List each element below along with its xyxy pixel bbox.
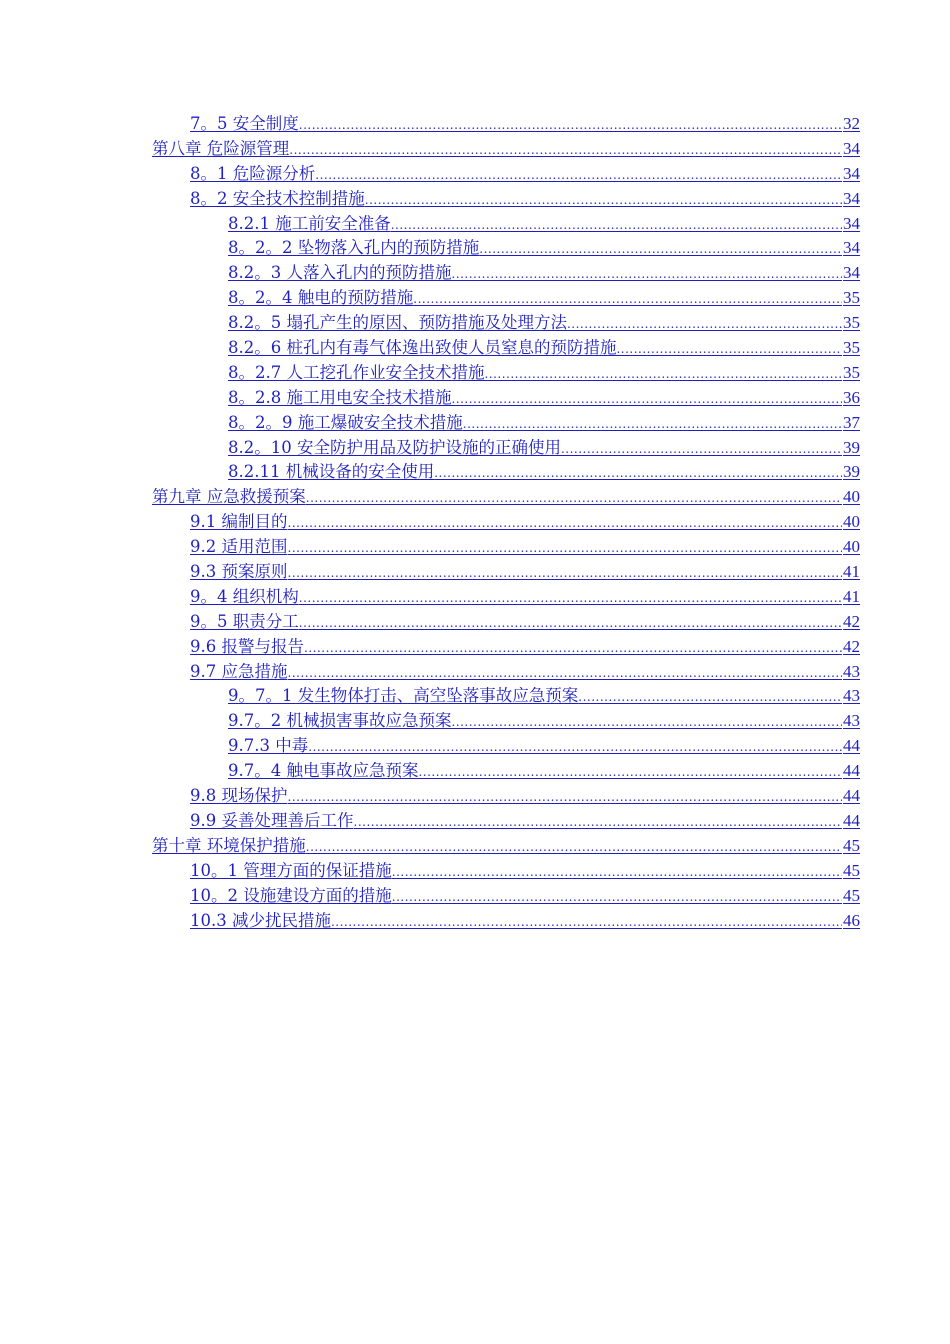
toc-entry-page-number: 35 [843,313,860,333]
toc-entry [190,660,860,685]
toc-entry-title: 9。4 组织机构 [190,586,299,606]
toc-entry [228,684,860,709]
toc-entry-link[interactable] [190,859,860,885]
toc-entry [228,336,860,361]
toc-entry [190,884,860,909]
toc-entry [228,411,860,436]
toc-dot-leader [561,437,842,462]
toc-entry-title: 9.3 预案原则 [190,562,288,582]
toc-entry [190,909,860,934]
toc-dot-leader [354,810,843,835]
toc-entry-title: 9。7。1 发生物体打击、高空坠落事故应急预案 [228,686,579,706]
toc-dot-leader [479,237,842,262]
toc-entry-link[interactable] [228,709,860,735]
toc-dot-leader [451,710,842,735]
toc-entry [152,137,860,162]
toc-entry [190,112,860,137]
toc-entry-page-number: 39 [843,437,860,457]
toc-entry-title: 8.2.1 施工前安全准备 [228,213,391,233]
toc-dot-leader [567,312,842,337]
toc-entry-title: 8.2.11 机械设备的安全使用 [228,462,435,482]
toc-dot-leader [299,113,842,138]
toc-entry-link[interactable] [228,361,860,387]
toc-entry [190,560,860,585]
toc-entry [228,460,860,485]
toc-entry [190,859,860,884]
toc-entry-title: 第九章 应急救援预案 [152,487,306,507]
toc-entry-page-number: 34 [843,163,860,183]
toc-entry-link[interactable] [228,734,860,760]
toc-entry-page-number: 43 [843,661,860,681]
toc-entry-title: 8。2.8 施工用电安全技术措施 [228,387,452,407]
toc-entry [228,709,860,734]
toc-entry [228,759,860,784]
toc-entry-link[interactable] [152,137,860,163]
toc-entry-page-number: 40 [843,487,860,507]
toc-entry-page-number: 44 [843,810,860,830]
toc-entry-title: 第十章 环境保护措施 [152,835,306,855]
toc-entry [152,485,860,510]
toc-entry-link[interactable] [152,834,860,860]
toc-entry-link[interactable] [190,112,860,138]
toc-entry-title: 7。5 安全制度 [190,114,299,133]
toc-entry-title: 8.2。5 塌孔产生的原因、预防措施及处理方法 [228,313,567,333]
toc-entry-link[interactable] [190,610,860,636]
toc-entry-page-number: 43 [843,686,860,706]
toc-entry-link[interactable] [190,585,860,611]
toc-entry-title: 10。1 管理方面的保证措施 [190,860,392,880]
toc-entry-link[interactable] [228,684,860,710]
toc-entry-page-number: 45 [843,885,860,905]
toc-entry [190,535,860,560]
toc-dot-leader [299,586,842,611]
toc-entry-title: 9.7 应急措施 [190,661,288,681]
toc-entry [228,286,860,311]
toc-entry-page-number: 40 [843,512,860,532]
toc-entry [228,212,860,237]
toc-entry-page-number: 40 [843,537,860,557]
toc-entry [228,311,860,336]
toc-entry [228,361,860,386]
toc-dot-leader [391,213,842,238]
toc-entry-link[interactable] [228,759,860,785]
toc-entry-page-number: 34 [843,263,860,283]
toc-entry-title: 8。2 安全技术控制措施 [190,188,365,208]
toc-dot-leader [434,461,842,486]
toc-entry-page-number: 46 [843,910,860,930]
toc-entry-title: 8。2。2 坠物落入孔内的预防措施 [228,238,480,258]
toc-entry-title: 8。2.7 人工挖孔作业安全技术措施 [228,362,485,382]
toc-entry-title: 8.2。10 安全防护用品及防护设施的正确使用 [228,437,561,457]
toc-dot-leader [451,387,842,412]
toc-entry-page-number: 35 [843,362,860,382]
toc-dot-leader [288,511,843,536]
toc-entry-link[interactable] [190,635,860,661]
toc-entry [152,834,860,859]
toc-entry-page-number: 37 [843,412,860,432]
toc-dot-leader [288,561,843,586]
toc-entry-page-number: 45 [843,835,860,855]
toc-entry-page-number: 44 [843,786,860,806]
toc-dot-leader [392,860,842,885]
toc-entry-title: 9.9 妥善处理善后工作 [190,810,354,830]
toc-dot-leader [463,412,842,437]
toc-entry-link[interactable] [190,510,860,536]
toc-dot-leader [392,885,842,910]
toc-dot-leader [331,910,842,935]
toc-entry-link[interactable] [228,261,860,287]
toc-entry [190,585,860,610]
toc-entry [190,187,860,212]
toc-entry [228,386,860,411]
toc-entry-title: 8.2。3 人落入孔内的预防措施 [228,263,452,283]
toc-entry-title: 9。5 职责分工 [190,611,299,631]
toc-entry-title: 8。1 危险源分析 [190,163,316,183]
toc-dot-leader [289,138,842,163]
toc-entry-page-number: 43 [843,711,860,731]
toc-entry-title: 9.7.3 中毒 [228,736,309,756]
toc-entry-link[interactable] [228,460,860,486]
toc-entry-link[interactable] [190,784,860,810]
toc-entry [190,784,860,809]
toc-entry-title: 9.2 适用范围 [190,537,288,557]
toc-dot-leader [578,685,842,710]
toc-entry-link[interactable] [190,809,860,835]
toc-dot-leader [418,760,842,785]
toc-entry-link[interactable] [190,909,860,935]
table-of-contents [0,112,950,933]
toc-dot-leader [288,661,843,686]
toc-entry-page-number: 44 [843,761,860,781]
toc-entry-link[interactable] [228,311,860,337]
toc-entry-link[interactable] [190,884,860,910]
toc-entry-page-number: 39 [843,462,860,482]
toc-dot-leader [315,163,842,188]
toc-entry [228,436,860,461]
toc-entry-title: 9.7。2 机械损害事故应急预案 [228,711,452,731]
toc-dot-leader [288,785,843,810]
toc-entry-page-number: 34 [843,213,860,233]
toc-dot-leader [413,287,842,312]
toc-entry [228,734,860,759]
toc-entry-title: 8。2。4 触电的预防措施 [228,288,414,308]
toc-entry-page-number: 36 [843,387,860,407]
toc-entry-page-number: 45 [843,860,860,880]
toc-dot-leader [288,536,843,561]
toc-entry-title: 9.8 现场保护 [190,786,288,806]
toc-dot-leader [299,611,842,636]
toc-entry-link[interactable] [228,336,860,362]
toc-entry-link[interactable] [190,660,860,686]
toc-entry-link[interactable] [228,436,860,462]
toc-entry-title: 9.1 编制目的 [190,512,288,532]
toc-entry-link[interactable] [190,162,860,188]
toc-entry-title: 8。2。9 施工爆破安全技术措施 [228,412,463,432]
toc-entry-page-number: 34 [843,138,860,158]
toc-dot-leader [451,262,842,287]
toc-entry-page-number: 41 [843,562,860,582]
toc-entry-title: 第八章 危险源管理 [152,138,290,158]
toc-dot-leader [304,636,842,661]
toc-entry-link[interactable] [152,485,860,511]
toc-entry-link[interactable] [228,411,860,437]
toc-entry-page-number: 41 [843,586,860,606]
toc-entry-link[interactable] [228,286,860,312]
toc-entry-title: 9.7。4 触电事故应急预案 [228,761,419,781]
toc-entry [190,162,860,187]
toc-entry [190,510,860,535]
toc-entry-page-number: 44 [843,736,860,756]
toc-entry-title: 10.3 减少扰民措施 [190,910,331,930]
toc-entry-link[interactable] [228,236,860,262]
toc-entry-link[interactable] [190,560,860,586]
toc-entry-link[interactable] [228,386,860,412]
toc-entry [228,236,860,261]
toc-entry [190,809,860,834]
toc-entry [190,610,860,635]
toc-entry-page-number: 34 [843,238,860,258]
toc-entry [190,635,860,660]
toc-dot-leader [306,835,842,860]
toc-entry-title: 10。2 设施建设方面的措施 [190,885,392,905]
toc-entry-page-number: 35 [843,338,860,358]
toc-dot-leader [306,486,842,511]
toc-entry-page-number: 42 [843,611,860,631]
toc-entry-page-number: 42 [843,636,860,656]
toc-entry-link[interactable] [190,187,860,213]
toc-dot-leader [308,735,842,760]
toc-dot-leader [616,337,842,362]
toc-dot-leader [365,188,842,213]
toc-entry-page-number: 35 [843,288,860,308]
toc-entry [228,261,860,286]
toc-entry-page-number: 34 [843,188,860,208]
toc-entry-title: 8.2。6 桩孔内有毒气体逸出致使人员窒息的预防措施 [228,338,617,358]
toc-dot-leader [484,362,842,387]
toc-entry-title: 9.6 报警与报告 [190,636,304,656]
toc-entry-page-number: 32 [843,114,860,133]
toc-entry-link[interactable] [228,212,860,238]
toc-entry-link[interactable] [190,535,860,561]
